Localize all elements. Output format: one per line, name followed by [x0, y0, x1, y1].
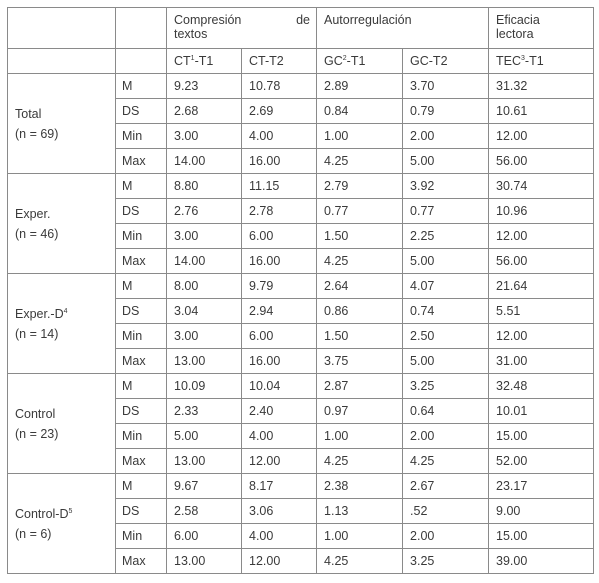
value-cell: 56.00 [489, 149, 594, 174]
value-cell: 14.00 [167, 149, 242, 174]
value-cell: 3.06 [242, 499, 317, 524]
value-cell: 12.00 [489, 124, 594, 149]
header-comprension-line2: textos [174, 27, 208, 41]
group-n: (n = 46) [15, 226, 59, 241]
stat-label: M [116, 74, 167, 99]
group-n: (n = 6) [15, 526, 52, 541]
value-cell: 12.00 [489, 324, 594, 349]
stat-label: Min [116, 324, 167, 349]
value-cell: 9.00 [489, 499, 594, 524]
value-cell: 13.00 [167, 549, 242, 574]
value-cell: 15.00 [489, 524, 594, 549]
value-cell: 2.33 [167, 399, 242, 424]
value-cell: 3.00 [167, 224, 242, 249]
value-cell: 2.87 [317, 374, 403, 399]
value-cell: 0.64 [403, 399, 489, 424]
value-cell: 16.00 [242, 149, 317, 174]
empty-subheader-cell [116, 49, 167, 74]
empty-header-cell [8, 8, 116, 49]
value-cell: 0.77 [403, 199, 489, 224]
value-cell: 1.13 [317, 499, 403, 524]
value-cell: 8.00 [167, 274, 242, 299]
value-cell: 0.74 [403, 299, 489, 324]
header-comprension [167, 8, 317, 49]
subheader-row [8, 49, 594, 74]
value-cell: 21.64 [489, 274, 594, 299]
value-cell: 8.80 [167, 174, 242, 199]
value-cell: 3.00 [167, 124, 242, 149]
value-cell: 2.94 [242, 299, 317, 324]
value-cell: 11.15 [242, 174, 317, 199]
value-cell: 6.00 [242, 324, 317, 349]
stat-label: Min [116, 224, 167, 249]
value-cell: 10.01 [489, 399, 594, 424]
value-cell: 5.00 [403, 149, 489, 174]
value-cell: 14.00 [167, 249, 242, 274]
value-cell: 10.61 [489, 99, 594, 124]
subheader-tec-t1: TEC$^3$-T1 [489, 49, 594, 74]
value-cell: 4.07 [403, 274, 489, 299]
value-cell: 10.96 [489, 199, 594, 224]
stat-label: Max [116, 149, 167, 174]
group-label [8, 274, 116, 374]
value-cell: 2.58 [167, 499, 242, 524]
value-cell: 2.69 [242, 99, 317, 124]
stat-label: M [116, 474, 167, 499]
group-n: (n = 69) [15, 126, 59, 141]
group-name: Control [15, 406, 56, 421]
value-cell: 2.00 [403, 124, 489, 149]
value-cell: 15.00 [489, 424, 594, 449]
value-cell: 3.00 [167, 324, 242, 349]
value-cell: 2.00 [403, 524, 489, 549]
value-cell: 1.50 [317, 224, 403, 249]
value-cell: 0.79 [403, 99, 489, 124]
stat-label: Min [116, 424, 167, 449]
subheader-gc-t2: GC-T2 [403, 49, 489, 74]
value-cell: 39.00 [489, 549, 594, 574]
group-n: (n = 14) [15, 326, 59, 341]
value-cell: 4.00 [242, 124, 317, 149]
value-cell: 13.00 [167, 349, 242, 374]
value-cell: 1.00 [317, 424, 403, 449]
group-name: Control-$D^5$ [15, 506, 73, 521]
stat-label: Max [116, 449, 167, 474]
value-cell: 2.40 [242, 399, 317, 424]
value-cell: 9.23 [167, 74, 242, 99]
table-row [8, 374, 594, 399]
value-cell: 2.64 [317, 274, 403, 299]
group-name: $Exper.-D^4$ [15, 306, 68, 321]
value-cell: 4.25 [317, 549, 403, 574]
value-cell: 12.00 [242, 449, 317, 474]
value-cell: 30.74 [489, 174, 594, 199]
value-cell: 2.50 [403, 324, 489, 349]
value-cell: 13.00 [167, 449, 242, 474]
value-cell: 6.00 [167, 524, 242, 549]
value-cell: 16.00 [242, 249, 317, 274]
value-cell: 4.25 [403, 449, 489, 474]
stat-label: Min [116, 124, 167, 149]
value-cell: 2.76 [167, 199, 242, 224]
value-cell: 52.00 [489, 449, 594, 474]
stat-label: Max [116, 549, 167, 574]
subheader-ct-t2: CT-T2 [242, 49, 317, 74]
value-cell: 1.00 [317, 524, 403, 549]
group-label [8, 74, 116, 174]
group-name: Exper. [15, 206, 51, 221]
value-cell: 3.25 [403, 549, 489, 574]
stat-label: DS [116, 399, 167, 424]
stat-label: M [116, 174, 167, 199]
table-body [8, 74, 594, 574]
empty-header-cell [116, 8, 167, 49]
value-cell: 4.25 [317, 449, 403, 474]
header-row [8, 8, 594, 49]
value-cell: 56.00 [489, 249, 594, 274]
table-row [8, 274, 594, 299]
value-cell: 3.92 [403, 174, 489, 199]
value-cell: 3.04 [167, 299, 242, 324]
stat-label: DS [116, 299, 167, 324]
group-name: Total [15, 106, 42, 121]
value-cell: 5.51 [489, 299, 594, 324]
value-cell: 2.38 [317, 474, 403, 499]
value-cell: 10.09 [167, 374, 242, 399]
value-cell: 2.78 [242, 199, 317, 224]
value-cell: 0.97 [317, 399, 403, 424]
value-cell: 3.75 [317, 349, 403, 374]
value-cell: 16.00 [242, 349, 317, 374]
value-cell: 2.25 [403, 224, 489, 249]
table-row [8, 74, 594, 99]
value-cell: 4.25 [317, 249, 403, 274]
value-cell: 4.25 [317, 149, 403, 174]
value-cell: 1.50 [317, 324, 403, 349]
group-n: (n = 23) [15, 426, 59, 441]
value-cell: 6.00 [242, 224, 317, 249]
group-label [8, 374, 116, 474]
stat-label: Max [116, 249, 167, 274]
stat-label: M [116, 374, 167, 399]
results-table [7, 7, 594, 574]
group-label [8, 474, 116, 574]
stat-label: DS [116, 199, 167, 224]
value-cell: 12.00 [489, 224, 594, 249]
value-cell: 4.00 [242, 424, 317, 449]
value-cell: 10.04 [242, 374, 317, 399]
stat-label: Max [116, 349, 167, 374]
value-cell: 3.25 [403, 374, 489, 399]
value-cell: 5.00 [403, 349, 489, 374]
value-cell: 0.77 [317, 199, 403, 224]
value-cell: 31.00 [489, 349, 594, 374]
empty-subheader-cell [8, 49, 116, 74]
value-cell: 9.79 [242, 274, 317, 299]
stat-label: M [116, 274, 167, 299]
value-cell: 3.70 [403, 74, 489, 99]
value-cell: 10.78 [242, 74, 317, 99]
value-cell: 8.17 [242, 474, 317, 499]
subheader-ct-t1: $CT^1-T1$ [167, 49, 242, 74]
value-cell: 31.32 [489, 74, 594, 99]
value-cell: 9.67 [167, 474, 242, 499]
value-cell: 5.00 [167, 424, 242, 449]
value-cell: 0.84 [317, 99, 403, 124]
value-cell: 0.86 [317, 299, 403, 324]
value-cell: 2.68 [167, 99, 242, 124]
group-label [8, 174, 116, 274]
stat-label: DS [116, 499, 167, 524]
value-cell: .52 [403, 499, 489, 524]
stat-label: DS [116, 99, 167, 124]
value-cell: 2.89 [317, 74, 403, 99]
value-cell: 2.79 [317, 174, 403, 199]
value-cell: 2.67 [403, 474, 489, 499]
value-cell: 2.00 [403, 424, 489, 449]
table-row [8, 174, 594, 199]
value-cell: 23.17 [489, 474, 594, 499]
header-autorregulacion: Autorregulación [317, 8, 489, 49]
table-row [8, 474, 594, 499]
value-cell: 32.48 [489, 374, 594, 399]
value-cell: 5.00 [403, 249, 489, 274]
stat-label: Min [116, 524, 167, 549]
header-eficacia: Eficacia lectora [489, 8, 594, 49]
subheader-gc-t1: $GC^2-T1$ [317, 49, 403, 74]
value-cell: 4.00 [242, 524, 317, 549]
header-comprension-line1: Compresión de [174, 13, 311, 27]
value-cell: 1.00 [317, 124, 403, 149]
value-cell: 12.00 [242, 549, 317, 574]
